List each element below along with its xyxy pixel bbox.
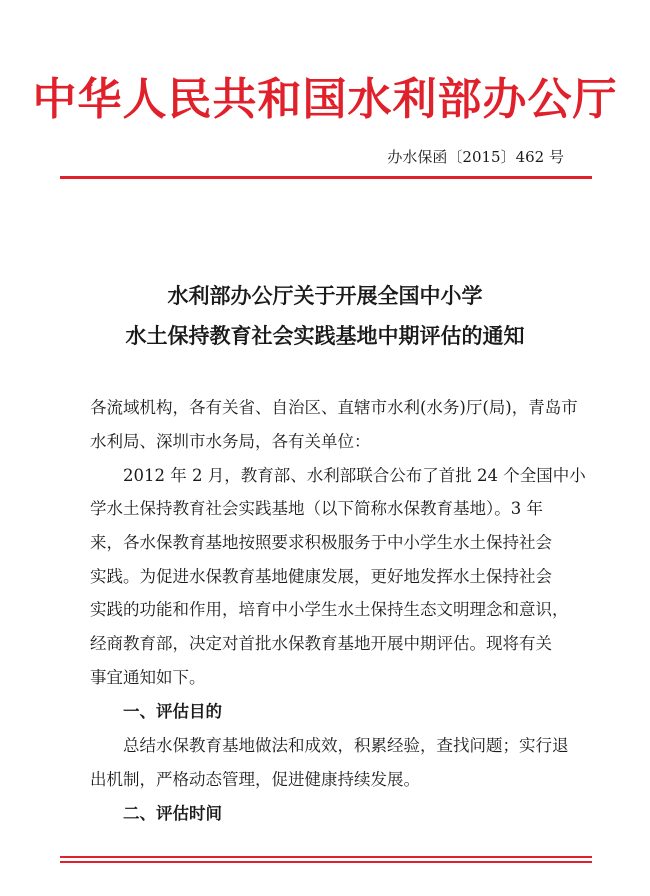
section-heading-time: 二、评估时间 <box>90 804 222 823</box>
issuer-masthead: 中华人民共和国水利部办公厅 <box>32 74 618 125</box>
header-red-rule <box>60 176 592 179</box>
body-line: 出机制，严格动态管理，促进健康持续发展。 <box>90 770 420 789</box>
body-line: 总结水保教育基地做法和成效，积累经验，查找问题；实行退 <box>90 736 569 755</box>
footer-red-rule-2 <box>60 861 592 863</box>
body-line: 各流域机构，各有关省、自治区、直辖市水利(水务)厅(局)，青岛市 <box>90 398 578 417</box>
notice-title-line-2: 水土保持教育社会实践基地中期评估的通知 <box>125 323 525 348</box>
body-line: 经商教育部，决定对首批水保教育基地开展中期评估。现将有关 <box>90 634 552 653</box>
section-heading-purpose: 一、评估目的 <box>90 702 222 721</box>
document-number: 办水保函〔2015〕462 号 <box>387 148 564 166</box>
body-line: 事宜通知如下。 <box>90 668 206 687</box>
body-line: 实践的功能和作用，培育中小学生水土保持生态文明理念和意识， <box>90 600 569 619</box>
footer-red-rule-1 <box>60 856 592 858</box>
notice-title-line-1: 水利部办公厅关于开展全国中小学 <box>167 283 483 308</box>
body-line: 学水土保持教育社会实践基地（以下简称水保教育基地）。3 年 <box>90 499 543 518</box>
body-line: 来，各水保教育基地按照要求积极服务于中小学生水土保持社会 <box>90 533 552 552</box>
body-line: 水利局、深圳市水务局，各有关单位： <box>90 432 371 451</box>
body-line: 实践。为促进水保教育基地健康发展，更好地发挥水土保持社会 <box>90 567 552 586</box>
body-line: 2012 年 2 月，教育部、水利部联合公布了首批 24 个全国中小 <box>90 466 586 485</box>
